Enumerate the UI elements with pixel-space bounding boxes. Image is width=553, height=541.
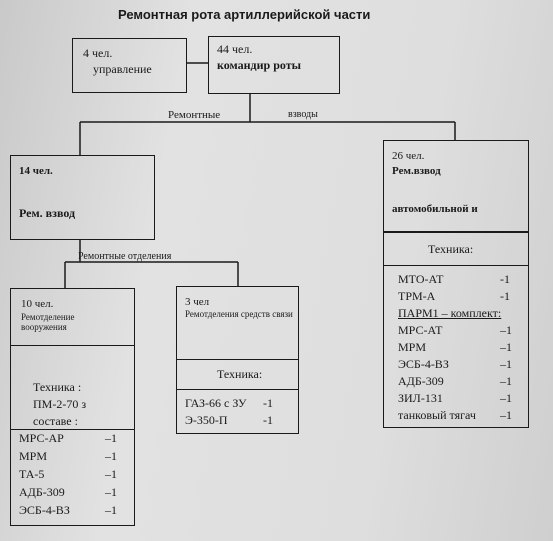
item-name: МРМ (19, 449, 48, 463)
weapons-dept-count: 10 чел. (21, 298, 54, 310)
item-qty: –1 (105, 449, 117, 463)
weapons-tech-line: ПМ-2-70 з (33, 397, 87, 411)
weapons-item (11, 485, 134, 503)
weapons-dept-separator-2 (11, 429, 134, 430)
comms-item-list (177, 396, 298, 430)
item-qty: –1 (500, 408, 512, 422)
platoons-label-left: Ремонтные (168, 109, 221, 121)
item-qty: –1 (105, 503, 117, 517)
weapons-dept-name: Ремотделение вооружения (21, 312, 75, 333)
auto-tech-item (384, 289, 528, 306)
comms-dept-name: Ремотделения средств связи (185, 309, 293, 319)
weapons-tech-lines (33, 379, 86, 430)
item-name: ЗИЛ-131 (398, 391, 443, 405)
repair-platoon-count: 14 чел. (19, 165, 53, 177)
item-name: АДБ-309 (398, 374, 444, 388)
item-name: ГАЗ-66 с ЗУ (185, 396, 247, 410)
comms-dept-count: 3 чел (185, 296, 210, 308)
item-qty: –1 (105, 467, 117, 481)
repair-platoon-box (10, 155, 155, 240)
auto-tech-item (384, 306, 528, 323)
auto-platoon-tech-box (383, 232, 529, 428)
auto-tech-item (384, 323, 528, 340)
comms-item (177, 396, 298, 413)
item-qty: –1 (500, 340, 512, 354)
item-name: АДБ-309 (19, 485, 65, 499)
auto-tech-item (384, 374, 528, 391)
commander-count: 44 чел. (217, 42, 253, 56)
item-qty: –1 (105, 431, 117, 445)
item-qty: -1 (500, 272, 510, 286)
item-name: МТО-АТ (398, 272, 444, 286)
management-count: 4 чел. (83, 46, 113, 60)
item-qty: –1 (105, 485, 117, 499)
weapons-item (11, 467, 134, 485)
item-name: МРС-АР (19, 431, 64, 445)
item-qty: –1 (500, 374, 512, 388)
comms-dept-separator-2 (177, 389, 298, 390)
item-name: ЭСБ-4-ВЗ (19, 503, 70, 517)
item-name: Э-350-П (185, 413, 228, 427)
auto-tech-item (384, 357, 528, 374)
auto-platoon-box (383, 140, 529, 232)
item-name: МРМ (398, 340, 427, 354)
departments-label: Ремонтные отделения (78, 251, 172, 262)
comms-item (177, 413, 298, 430)
comms-tech-header: Техника: (217, 367, 263, 381)
auto-platoon-count: 26 чел. (392, 150, 425, 162)
weapons-item (11, 449, 134, 467)
item-qty: –1 (500, 357, 512, 371)
repair-platoon-name: Рем. взвод (19, 206, 76, 220)
item-name: МРС-АТ (398, 323, 443, 337)
comms-dept-box (176, 286, 299, 434)
weapons-dept-box (10, 288, 135, 526)
auto-tech-separator (384, 265, 528, 266)
auto-tech-item (384, 272, 528, 289)
weapons-dept-separator-1 (11, 345, 134, 346)
commander-name: командир роты (217, 58, 301, 72)
auto-platoon-name: Рем.взвод (392, 165, 441, 177)
item-qty: –1 (500, 323, 512, 337)
item-qty: -1 (500, 289, 510, 303)
platoons-label-right: взводы (288, 109, 318, 120)
weapons-tech-line: составе : (33, 414, 78, 428)
management-name: управление (93, 62, 152, 76)
item-qty: -1 (263, 396, 273, 410)
item-name: ТРМ-А (398, 289, 436, 303)
commander-box (208, 36, 340, 94)
auto-tech-header: Техника: (428, 242, 474, 256)
auto-platoon-name-2: автомобильной и (392, 203, 478, 215)
item-name: ТА-5 (19, 467, 45, 481)
weapons-item (11, 503, 134, 521)
item-qty: -1 (263, 413, 273, 427)
weapons-item-list (11, 431, 134, 521)
item-qty: –1 (500, 391, 512, 405)
auto-tech-item (384, 408, 528, 425)
weapons-item (11, 431, 134, 449)
auto-tech-item (384, 340, 528, 357)
item-name: ПАРМ1 – комплект: (398, 306, 502, 320)
auto-tech-item (384, 391, 528, 408)
auto-tech-list (384, 272, 528, 425)
weapons-tech-line: Техника : (33, 380, 82, 394)
management-box (72, 38, 187, 93)
comms-dept-separator-1 (177, 359, 298, 360)
item-name: ЭСБ-4-ВЗ (398, 357, 449, 371)
item-name: танковый тягач (398, 408, 476, 422)
chart-title: Ремонтная рота артиллерийской части (118, 7, 371, 22)
